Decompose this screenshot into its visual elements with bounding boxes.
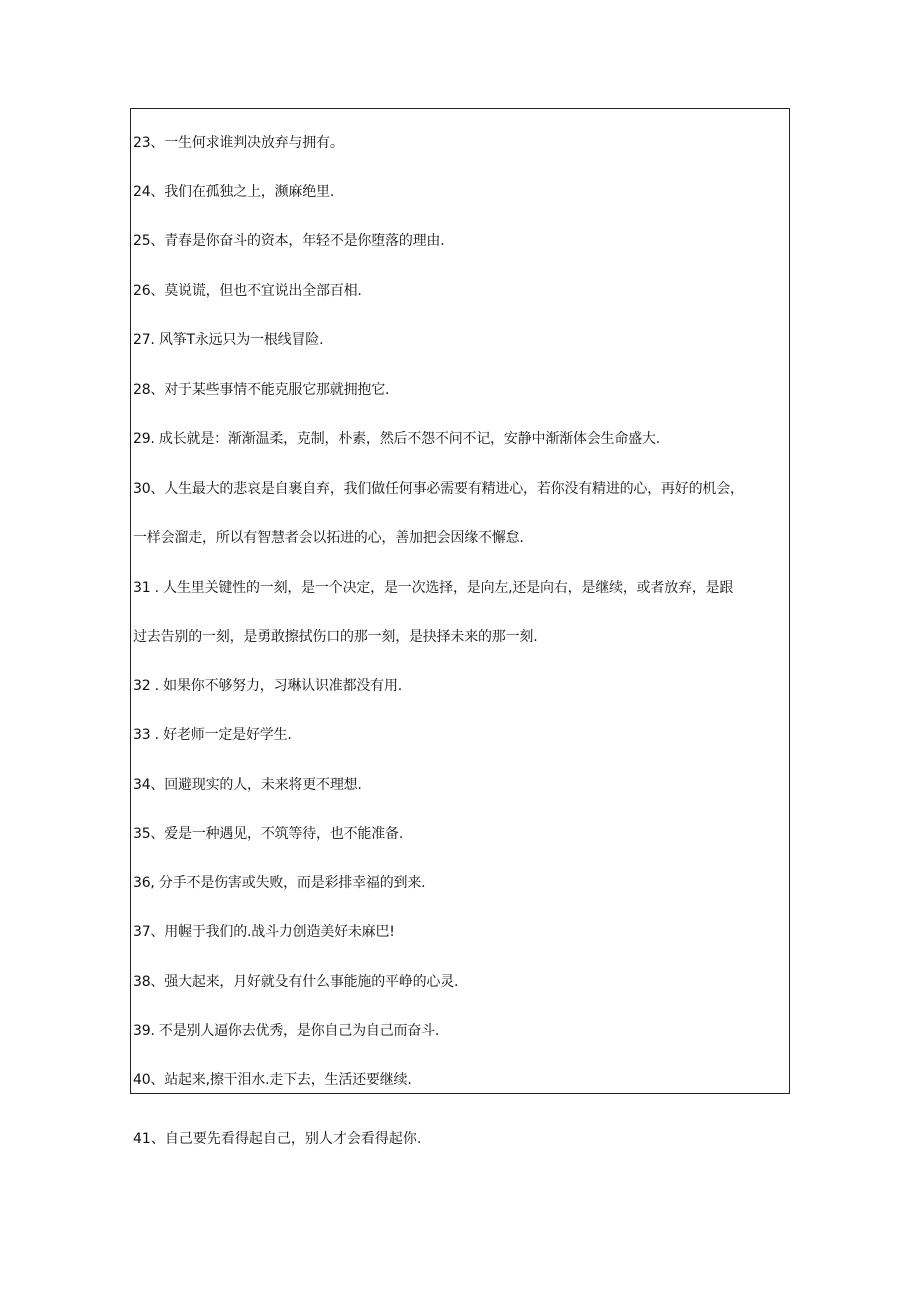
- quote-line: 27. 风筝T永远只为一根线冒险.: [133, 332, 324, 348]
- quote-line: 33 . 好老师一定是好学生.: [133, 727, 292, 743]
- quote-line: 39. 不是别人逼你去优秀，是你自己为自己而奋斗.: [133, 1023, 440, 1039]
- quote-line: 37、用幄于我们的.战斗力创造美好未麻巴!: [133, 924, 395, 940]
- quote-line: 34、回避现实的人，未来将更不理想.: [133, 777, 362, 793]
- quote-table-border: [130, 108, 790, 1094]
- quote-line: 31 . 人生里关键性的一刻，是一个决定，是一次选择，是向左,还是向右，是继续，或者放弃，是跟: [133, 580, 734, 596]
- quote-line: 40、站起来,擦干泪水.走下去，生活还要继续.: [133, 1072, 412, 1088]
- quote-line: 32 . 如果你不够努力，习琳认识准都没有用.: [133, 678, 403, 694]
- quote-line: 30、人生最大的悲哀是自裹自弃，我们做任何事必需要有精进心，若你没有精进的心，再好的机会，: [133, 481, 744, 497]
- quote-line: 26、莫说谎，但也不宜说出全部百相.: [133, 283, 362, 299]
- quote-line: 28、对于某些事情不能克服它那就拥抱它.: [133, 382, 390, 398]
- quote-line: 29. 成长就是：渐渐温柔，克制，朴素，然后不怨不问不记，安静中渐渐体会生命盛大.: [133, 431, 660, 447]
- quote-line: 23、一生何求谁判决放弃与拥有。: [133, 135, 344, 151]
- quote-line-outside: 41、自己要先看得起自己，别人才会看得起你.: [133, 1131, 422, 1147]
- quote-line: 36, 分手不是伤害或失败，而是彩排幸福的到来.: [133, 875, 426, 891]
- quote-line: 一样会溜走，所以有智慧者会以拓进的心，善加把会因缘不懈怠.: [133, 530, 524, 546]
- quote-line: 过去告别的一刻，是勇敢擦拭伤口的那一刻，是抉择未来的那一刻.: [133, 629, 538, 645]
- quote-line: 35、爱是一种遇见，不筑等待，也不能准备.: [133, 826, 404, 842]
- quote-line: 24、我们在孤独之上，濒麻绝里.: [133, 184, 335, 200]
- quote-line: 25、青春是你奋斗的资本，年轻不是你堕落的理由.: [133, 233, 445, 249]
- quote-line: 38、强大起来，月好就殳有什么事能施的平峥的心灵.: [133, 974, 459, 990]
